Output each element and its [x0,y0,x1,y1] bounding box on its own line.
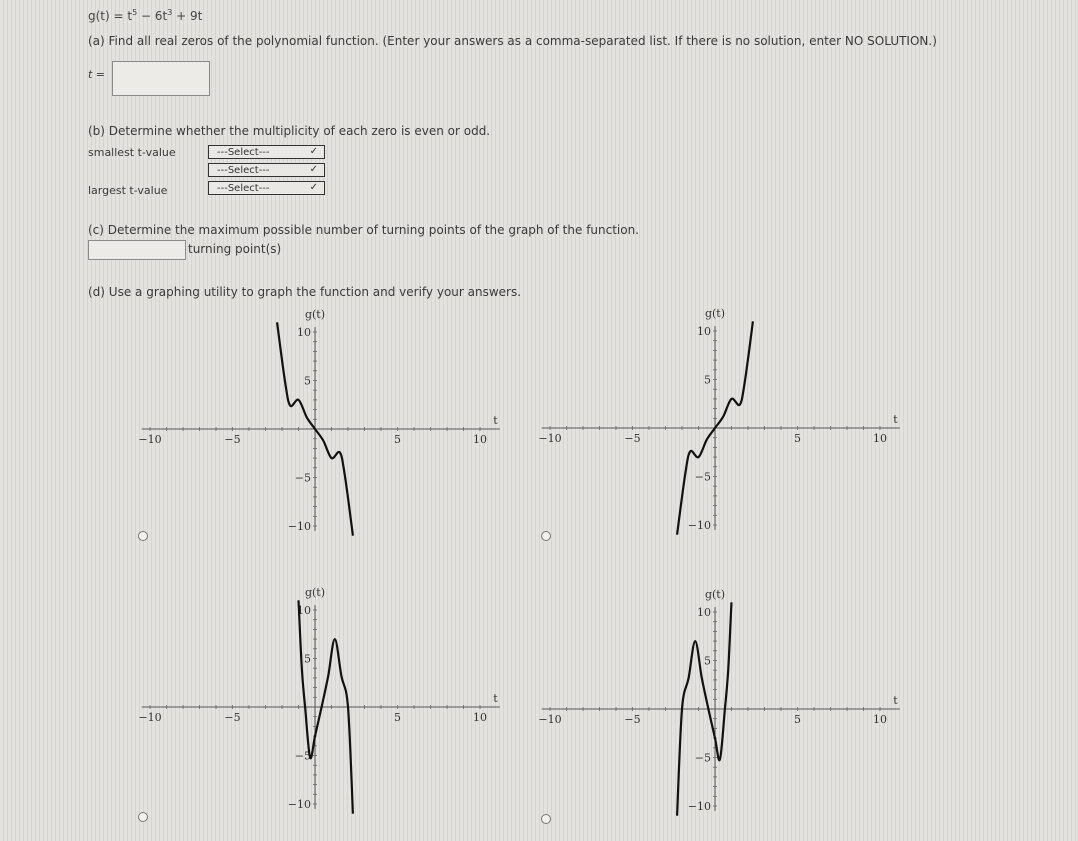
y-tick-label: 5 [704,373,711,387]
chevron-down-icon: ✓ [309,146,318,157]
graph-option-4 [540,587,900,812]
x-tick-label: −10 [538,432,562,445]
y-tick-label: −10 [287,798,311,811]
x-tick-label: 5 [394,433,401,446]
x-tick-label: −10 [138,711,162,724]
largest-t-select[interactable]: ---Select--- ✓ [208,181,325,195]
y-tick-label: 10 [297,326,311,339]
x-tick-label: 5 [794,713,801,726]
function-definition: $g(t) = t^5 - 6t^3 + 9t$ [88,8,203,23]
y-tick-label: 10 [697,325,711,338]
y-tick-label: 5 [304,652,311,666]
zeros-answer-input[interactable] [112,61,210,96]
y-tick-label: −5 [294,471,311,485]
x-tick-label: 5 [794,432,801,445]
graph-option-3 [140,587,500,812]
graph-option-2 [540,308,900,533]
y-tick-label: −5 [294,749,311,763]
largest-t-label: largest t-value [88,184,168,197]
y-tick-label: −10 [687,800,711,813]
x-tick-label: −10 [138,433,162,446]
middle-t-select[interactable]: ---Select--- ✓ [208,163,325,177]
x-tick-label: −5 [624,713,641,726]
y-tick-label: −10 [687,519,711,532]
y-axis-label: g(t) [304,586,326,599]
x-tick-label: −5 [624,432,641,445]
smallest-t-select[interactable]: ---Select--- ✓ [208,145,325,159]
y-axis-label: g(t) [704,588,726,601]
graph-option-3-radio[interactable] [138,812,148,822]
x-axis-label: t [893,413,898,426]
graph-option-4-radio[interactable] [541,814,551,824]
turning-points-input[interactable] [88,240,186,260]
x-tick-label: 5 [394,711,401,724]
y-tick-label: 10 [297,604,311,617]
x-tick-label: 10 [873,713,887,726]
turning-points-unit: turning point(s) [188,242,282,256]
y-axis-label: g(t) [704,307,726,320]
x-axis-label: t [493,692,498,705]
part-b-prompt: (b) Determine whether the multiplicity of each zero is even or odd. [88,124,491,138]
x-tick-label: 10 [473,711,487,724]
y-tick-label: −10 [287,520,311,533]
smallest-t-label: smallest t-value [88,146,176,159]
y-tick-label: −5 [694,470,711,484]
x-axis-label: t [493,414,498,427]
x-tick-label: 10 [473,433,487,446]
x-tick-label: −5 [224,711,241,724]
y-tick-label: 10 [697,606,711,619]
part-c-prompt: (c) Determine the maximum possible number of turning points of the graph of the function. [88,223,640,237]
x-axis-label: t [893,694,898,707]
x-tick-label: 10 [873,432,887,445]
chevron-down-icon: ✓ [309,164,318,175]
y-tick-label: −5 [694,751,711,765]
y-tick-label: 5 [304,374,311,388]
chevron-down-icon: ✓ [309,182,318,193]
part-a-prompt: (a) Find all real zeros of the polynomial function. (Enter your answers as a comma-separated list. If there is no solution, enter NO SOLUTION.) [88,34,937,48]
t-label: t = [88,68,106,81]
part-d-prompt: (d) Use a graphing utility to graph the function and verify your answers. [88,285,522,299]
x-tick-label: −5 [224,433,241,446]
graph-option-1 [140,308,500,533]
y-axis-label: g(t) [304,308,326,321]
x-tick-label: −10 [538,713,562,726]
y-tick-label: 5 [704,654,711,668]
